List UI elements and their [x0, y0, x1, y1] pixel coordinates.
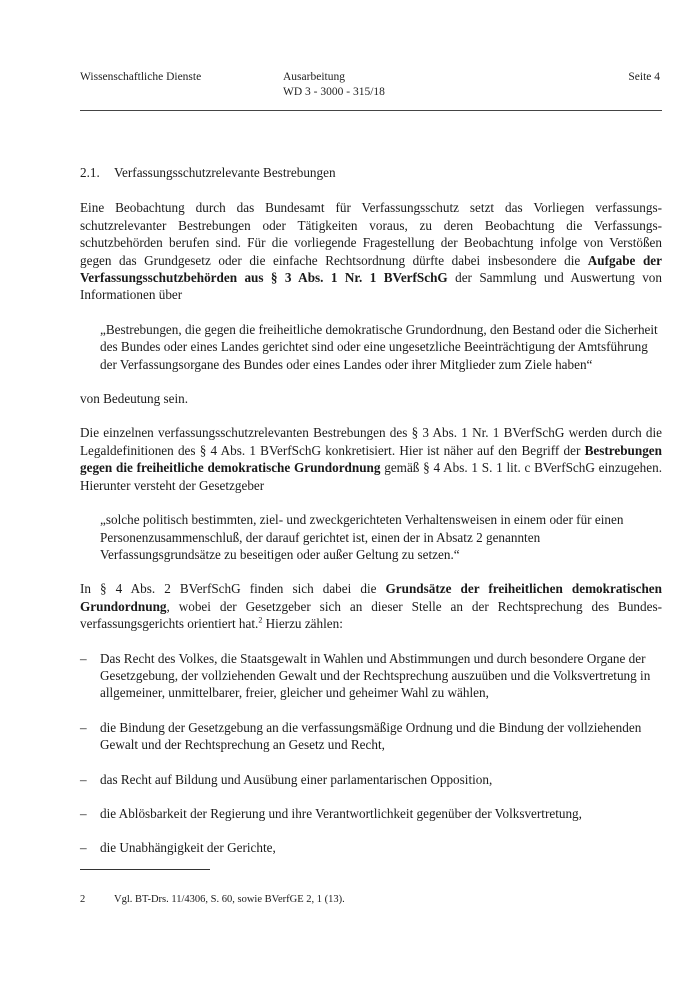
list-item-text: die Bindung der Gesetzgebung an die verfassungsmäßige Ordnung und die Bindung der vollziehenden Gewalt und der Rechtsprechung an Gesetz und Recht,: [100, 719, 642, 753]
dash-marker: –: [80, 771, 87, 787]
paragraph-4-text-c: Hierzu zählen:: [262, 616, 343, 632]
section-number: 2.1.: [80, 165, 100, 180]
dash-marker: –: [80, 719, 87, 735]
header-org: Wissenschaftliche Dienste: [80, 71, 202, 83]
footnote: [80, 893, 345, 907]
header-doc-id: WD 3 - 3000 - 315/18: [283, 86, 385, 98]
principles-list: [80, 650, 662, 857]
list-item: [80, 839, 662, 856]
paragraph-1-text-a: Eine Beobachtung durch das Bundesamt für Verfassungsschutz setzt das Vorliegen verfassungsschutzrelevanter Bestrebungen oder Tätigkeiten voraus, zu deren Beobachtung die Verfassungsschutzbehörden berufen sind. Für die vorliegende Fragestellung der Beobachtung infolge von Verstößen gegen das Grundgesetz oder die einfache Rechtsordnung dürfte dabei insbesondere die: [80, 200, 662, 268]
paragraph-4: [80, 580, 662, 632]
paragraph-3: [80, 424, 662, 494]
quote-2: „solche politisch bestimmten, ziel- und zweckgerichteten Verhaltensweisen in einem oder für einen Personenzusammenschluß, der darauf gerichtet ist, einen der in Absatz 2 genannten Verfassungsgrundsätze zu beseitigen oder außer Geltung zu setzen.“: [100, 512, 624, 562]
footnote-text: Vgl. BT-Drs. 11/4306, S. 60, sowie BVerfGE 2, 1 (13).: [114, 894, 345, 905]
dash-marker: –: [80, 840, 87, 856]
dash-marker: –: [80, 805, 87, 821]
dash-marker: –: [80, 650, 87, 666]
list-item: [80, 719, 662, 754]
page-body: [80, 164, 662, 874]
header-page-number: Seite 4: [628, 71, 660, 83]
quote-1: „Bestrebungen, die gegen die freiheitliche demokratische Grundordnung, den Bestand oder die Sicherheit des Bundes oder eines Landes gerichtet sind oder eine ungesetzliche Beeinträchtigung der Amtsführung der Verfassungsorgane des Bundes oder eines Landes oder ihrer Mitglieder zum Ziele haben“: [100, 321, 658, 372]
header-doc-info: [283, 70, 385, 100]
paragraph-4-bold: Grundsätze der freiheitlichen demokratischen Grundordnung: [80, 581, 662, 614]
paragraph-4-text-b: , wobei der Gesetzgeber sich an dieser Stelle an der Rechtsprechung des Bundesverfassungsgerichts orientiert hat.: [80, 598, 662, 632]
list-item: [80, 650, 662, 702]
list-item: [80, 805, 662, 822]
header-divider: [80, 110, 662, 111]
paragraph-1-text-b: der Sammlung und Auswertung von Informationen über: [80, 270, 662, 303]
footnote-number: 2: [80, 894, 86, 905]
header-doc-type: Ausarbeitung: [283, 71, 345, 83]
list-item-text: das Recht auf Bildung und Ausübung einer parlamentarischen Opposition,: [100, 771, 493, 787]
paragraph-2: von Bedeutung sein.: [80, 391, 189, 407]
paragraph-3-bold: Bestrebungen gegen die freiheitliche demokratische Grundordnung: [80, 442, 662, 476]
footnote-divider: [80, 869, 210, 870]
footnote-ref[interactable]: 2: [258, 615, 263, 625]
paragraph-3-text-a: Die einzelnen verfassungsschutzrelevanten Bestrebungen des § 3 Abs. 1 Nr. 1 BVerfSchG werden durch die Legaldefinitionen des § 4 Abs. 1 BVerfSchG konkretisiert. Hier ist näher auf den Begriff der: [80, 425, 662, 458]
list-item-text: die Ablösbarkeit der Regierung und ihre Verantwortlichkeit gegenüber der Volksvertretung,: [100, 805, 582, 821]
paragraph-4-text-a: In § 4 Abs. 2 BVerfSchG finden sich dabei die: [80, 581, 386, 597]
list-item: [80, 771, 662, 788]
paragraph-1-bold: Aufgabe der Verfassungsschutzbehörden aus § 3 Abs. 1 Nr. 1 BVerfSchG: [80, 252, 662, 286]
section-title: Verfassungsschutzrelevante Bestrebungen: [114, 165, 336, 180]
list-item-text: Das Recht des Volkes, die Staatsgewalt in Wahlen und Abstimmungen und durch besondere Organe der Gesetzgebung, der vollziehenden Gewalt und der Rechtsprechung auszuüben und die Volksvertretung in allgemeiner, unmittelbarer, freier, gleicher und geheimer Wahl zu wählen,: [100, 650, 651, 701]
section-heading: [80, 164, 662, 181]
paragraph-1: [80, 199, 662, 303]
list-item-text: die Unabhängigkeit der Gerichte,: [100, 840, 276, 856]
paragraph-3-text-b: gemäß § 4 Abs. 1 S. 1 lit. c BVerfSchG einzugehen. Hierunter versteht der Gesetzgeber: [80, 460, 662, 493]
